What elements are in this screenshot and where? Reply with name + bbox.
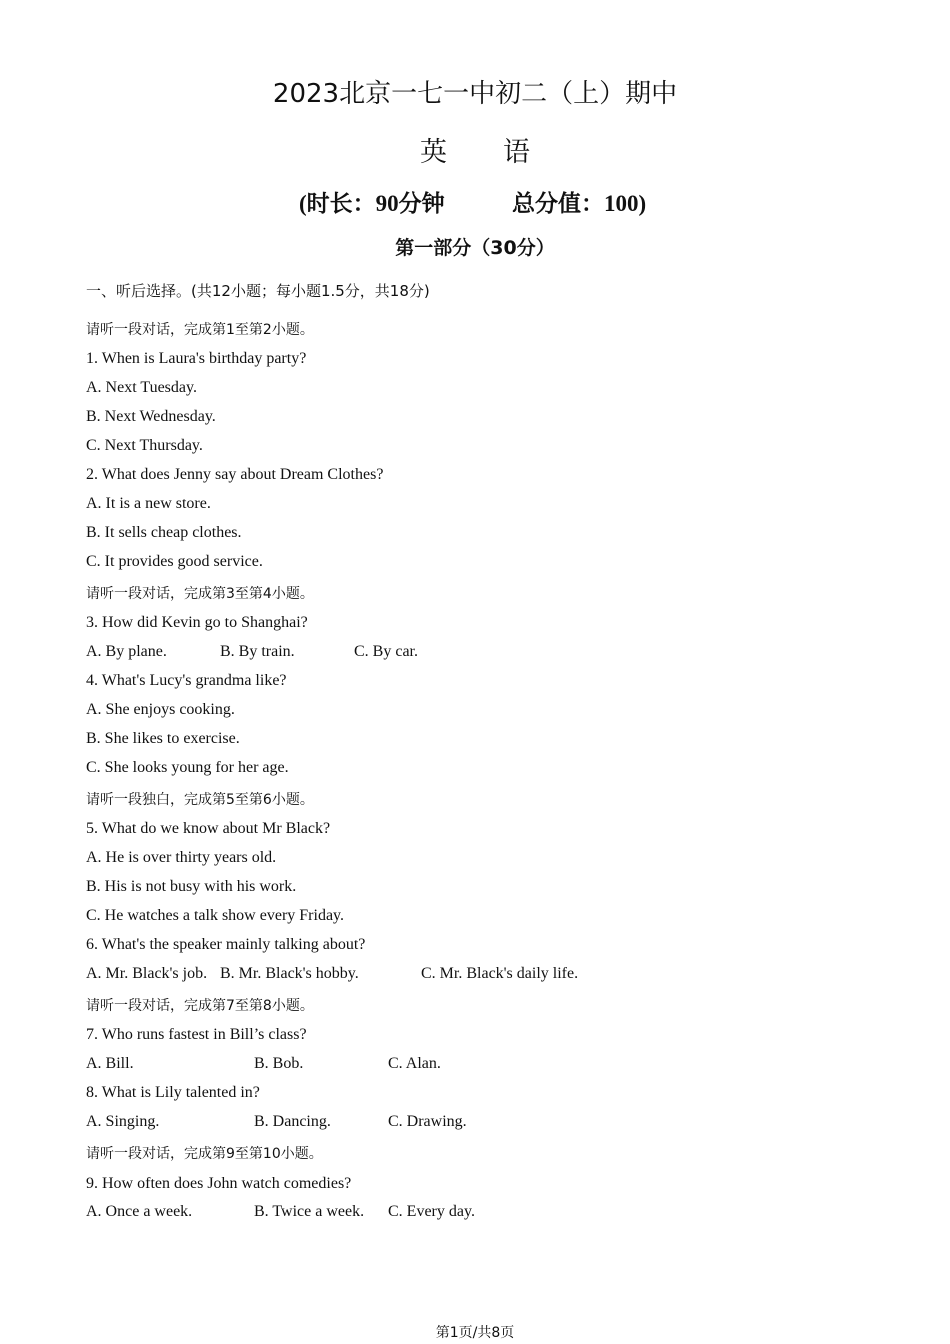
exam-duration: (时长：90分钟	[299, 191, 445, 216]
answer-option: B. She likes to exercise.	[86, 730, 240, 747]
listening-instruction: 请听一段对话，完成第3至第4小题。	[86, 586, 314, 602]
answer-option: A. It is a new store.	[86, 495, 211, 512]
answer-option: B. Twice a week.	[254, 1203, 365, 1220]
answer-option: B. By train.	[220, 643, 295, 660]
subject-title: 英语	[420, 137, 586, 168]
part-heading: 第一部分（30分）	[395, 237, 555, 259]
answer-option: B. His is not busy with his work.	[86, 878, 297, 895]
answer-option: A. By plane.	[86, 643, 167, 660]
answer-option: C. He watches a talk show every Friday.	[86, 907, 344, 924]
answer-option: B. Dancing.	[254, 1113, 331, 1130]
answer-option: C. Mr. Black's daily life.	[421, 965, 579, 982]
question-text: 2. What does Jenny say about Dream Clothes?	[86, 466, 384, 483]
answer-option: C. Every day.	[388, 1203, 475, 1220]
question-text: 4. What's Lucy's grandma like?	[86, 672, 287, 689]
answer-option: B. Bob.	[254, 1055, 304, 1072]
answer-option: C. She looks young for her age.	[86, 759, 289, 776]
answer-option: B. It sells cheap clothes.	[86, 524, 242, 541]
listening-instruction: 请听一段独白，完成第5至第6小题。	[86, 792, 314, 808]
answer-option: C. Next Thursday.	[86, 437, 203, 454]
answer-option: A. Bill.	[86, 1055, 134, 1072]
question-text: 3. How did Kevin go to Shanghai?	[86, 614, 308, 631]
answer-option: C. Drawing.	[388, 1113, 467, 1130]
answer-option: C. By car.	[354, 643, 418, 660]
answer-option: A. He is over thirty years old.	[86, 849, 277, 866]
listening-instruction: 请听一段对话，完成第1至第2小题。	[86, 322, 314, 338]
answer-option: A. Singing.	[86, 1113, 160, 1130]
exam-title: 2023北京一七一中初二（上）期中	[272, 79, 678, 109]
question-text: 6. What's the speaker mainly talking about?	[86, 936, 366, 953]
answer-option: B. Mr. Black's hobby.	[220, 965, 359, 982]
answer-option: C. Alan.	[388, 1055, 441, 1072]
question-text: 9. How often does John watch comedies?	[86, 1175, 352, 1192]
listening-instruction: 请听一段对话，完成第9至第10小题。	[86, 1146, 323, 1162]
question-text: 7. Who runs fastest in Bill’s class?	[86, 1026, 307, 1043]
answer-option: A. Next Tuesday.	[86, 379, 197, 396]
question-text: 8. What is Lily talented in?	[86, 1084, 260, 1101]
answer-option: B. Next Wednesday.	[86, 408, 216, 425]
answer-option: A. She enjoys cooking.	[86, 701, 235, 718]
answer-option: A. Mr. Black's job.	[86, 965, 208, 982]
answer-option: C. It provides good service.	[86, 553, 263, 570]
listening-instruction: 请听一段对话，完成第7至第8小题。	[86, 998, 314, 1014]
question-text: 5. What do we know about Mr Black?	[86, 820, 331, 837]
section-heading: 一、听后选择。(共12小题；每小题1.5分，共18分)	[86, 282, 430, 300]
question-text: 1. When is Laura's birthday party?	[86, 350, 307, 367]
page-number: 第1页/共8页	[435, 1325, 515, 1341]
answer-option: A. Once a week.	[86, 1203, 193, 1220]
exam-total-score: 总分值：100)	[512, 191, 647, 216]
